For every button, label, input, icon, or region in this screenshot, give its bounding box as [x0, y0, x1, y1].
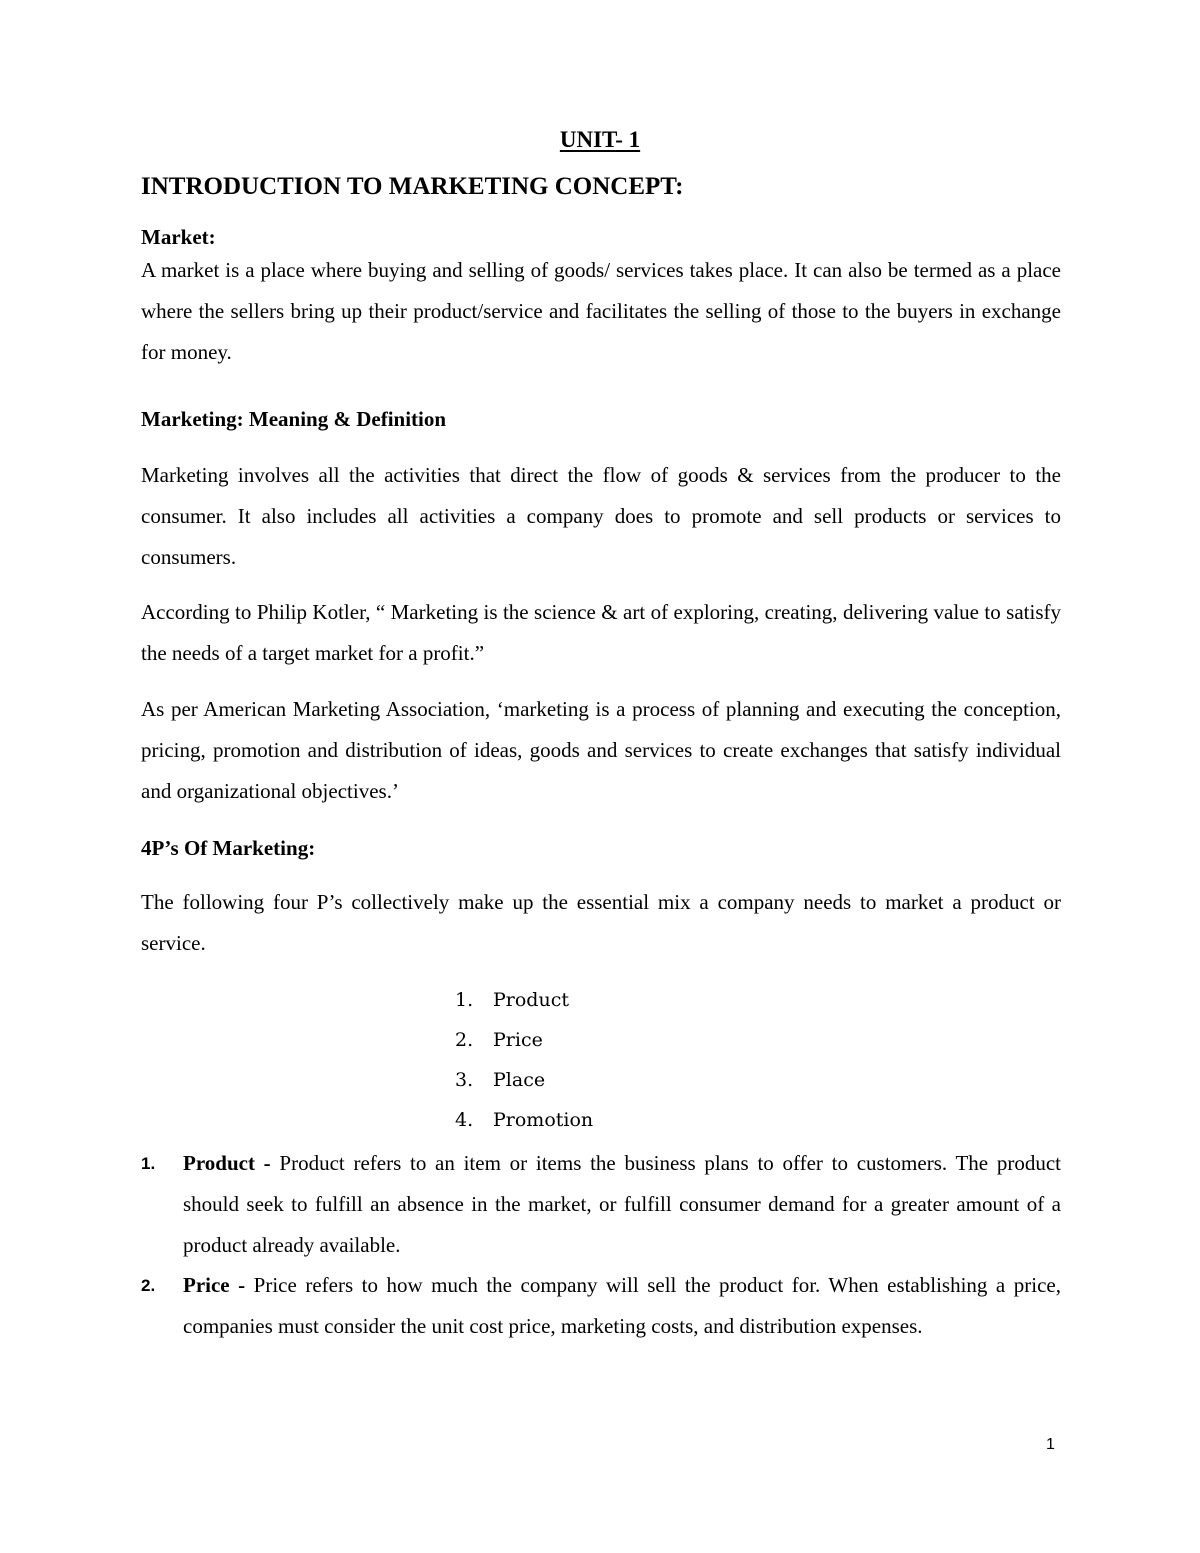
detail-description: Price refers to how much the company will sell the product for. When establishing a price, companies must consider the unit cost price, marketing costs, and distribution expenses.	[183, 1273, 1061, 1338]
unit-title: UNIT- 1	[559, 127, 641, 152]
detail-term: Price -	[183, 1273, 246, 1297]
marketing-paragraph-1: Marketing involves all the activities that direct the flow of goods & services from the producer to the consumer. It also includes all activities a company does to promote and sell products or services to consumers.	[141, 463, 1061, 569]
four-ps-intro-paragraph: The following four P’s collectively make up the essential mix a company needs to market a product or service.	[141, 890, 1061, 955]
list-number: 3.	[455, 1069, 474, 1091]
ama-definition-paragraph: As per American Marketing Association, ‘marketing is a process of planning and executing the conception, pricing, promotion and distribution of ideas, goods and services to create exchanges that satisfy individual and organizational objectives.’	[141, 697, 1061, 803]
detail-text	[183, 1143, 1061, 1266]
main-heading: INTRODUCTION TO MARKETING CONCEPT:	[141, 173, 684, 200]
detail-term: Product -	[183, 1151, 271, 1175]
page-number: 1	[1046, 1436, 1055, 1453]
list-number: 4.	[455, 1109, 474, 1131]
detail-number: 1.	[141, 1154, 156, 1173]
list-number: 1.	[455, 989, 474, 1011]
list-item	[455, 980, 593, 1020]
list-item	[455, 1020, 593, 1060]
marketing-heading: Marketing: Meaning & Definition	[141, 407, 447, 431]
list-label: Product	[493, 989, 569, 1011]
list-number: 2.	[455, 1029, 474, 1051]
four-ps-heading: 4P’s Of Marketing:	[141, 836, 316, 860]
detail-description: Product refers to an item or items the business plans to offer to customers. The product should seek to fulfill an absence in the market, or fulfill consumer demand for a greater amount of a product already available.	[183, 1151, 1061, 1257]
price-detail-item	[141, 1265, 1061, 1347]
market-heading: Market:	[141, 225, 216, 249]
kotler-definition-paragraph: According to Philip Kotler, “ Marketing is the science & art of exploring, creating, delivering value to satisfy the needs of a target market for a profit.”	[141, 600, 1061, 665]
list-item	[455, 1100, 593, 1140]
list-label: Price	[493, 1029, 543, 1051]
detail-number: 2.	[141, 1276, 156, 1295]
detail-text	[183, 1265, 1061, 1347]
marketing-section	[141, 407, 1061, 432]
market-paragraph: A market is a place where buying and selling of goods/ services takes place. It can also be termed as a place where the sellers bring up their product/service and facilitates the selling of those to the buyers in exchange for money.	[141, 258, 1061, 364]
market-section	[141, 225, 1061, 373]
four-ps-list	[455, 980, 593, 1140]
list-label: Place	[493, 1069, 546, 1091]
four-ps-section	[141, 836, 1061, 861]
product-detail-item	[141, 1143, 1061, 1266]
list-item	[455, 1060, 593, 1100]
list-label: Promotion	[493, 1109, 594, 1131]
